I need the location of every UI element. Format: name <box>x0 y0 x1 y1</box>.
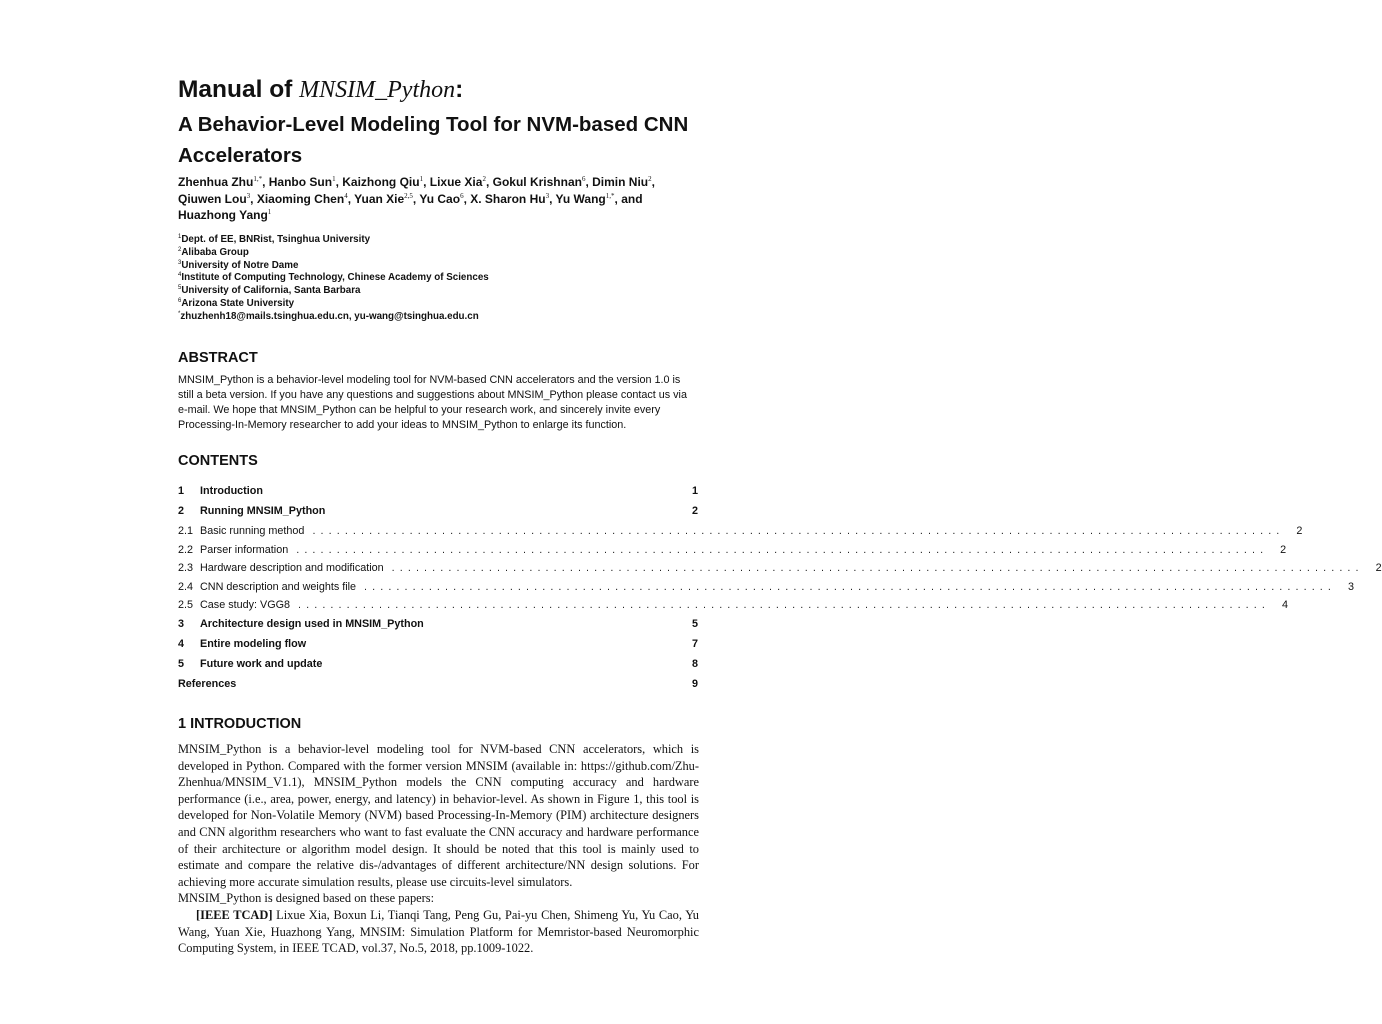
toc-entry-title: Future work and update <box>200 657 323 670</box>
author-name: Kaizhong Qiu <box>342 175 420 189</box>
toc-entry-number: 5 <box>178 657 185 670</box>
toc-entry-number: 2.5 <box>178 599 194 611</box>
toc-entry[interactable] <box>178 618 698 638</box>
author-list: Zhenhua Zhu$^{1,*}$, Hanbo Sun$^1$, Kaizhong Qiu$^1$, Lixue Xia$^2$, Gokul Krishnan$^6$, Dimin Niu$^2$, Qiuwen Lou$^3$, Xiaoming Chen$^4$, Yuan Xie$^{2,5}$, Yu Cao$^6$, X. Sharon Hu$^3$, Yu Wang$^{1,*}$, and Huazhong Yang$^1$ <box>178 175 655 222</box>
toc-entry[interactable] <box>178 543 1287 563</box>
toc-entry[interactable] <box>178 525 1303 544</box>
toc-entry-page: 7 <box>691 637 698 650</box>
affiliation-mark: 4 <box>178 272 182 279</box>
toc-entry-page: 2 <box>691 505 698 517</box>
toc-entry-page: 2 <box>1375 562 1382 574</box>
toc-entry-title: CNN description and weights file <box>200 580 357 593</box>
toc-entry-title: References <box>178 677 237 690</box>
toc-entry[interactable] <box>178 580 1354 600</box>
title-italic: MNSIM_Python <box>299 77 456 103</box>
title-subtitle: A Behavior-Level Modeling Tool for NVM-based CNN Accelerators <box>178 113 689 167</box>
author-affiliation-mark: 6 <box>460 191 464 200</box>
toc-entry-number: 2.1 <box>178 525 194 537</box>
introduction-body <box>178 741 699 957</box>
author-affiliation-mark: 1,* <box>253 175 263 183</box>
author-name: Hanbo Sun <box>268 175 333 189</box>
toc-leader-dots: ........................................................................................................................ <box>312 525 1285 537</box>
toc-entry[interactable] <box>178 562 1382 581</box>
author-name: Yu Cao <box>419 191 461 206</box>
toc-entry-title: Hardware description and modification <box>200 562 384 574</box>
toc-entry[interactable] <box>178 599 1288 618</box>
affiliation-mark: 2 <box>178 246 182 253</box>
author-affiliation-mark: 2 <box>648 175 652 183</box>
affiliation-text: Dept. of EE, BNRist, Tsinghua University <box>181 234 371 245</box>
toc-entry-title: Entire modeling flow <box>200 637 307 650</box>
intro-paragraph-2: MNSIM_Python is designed based on these papers: <box>178 891 435 906</box>
toc-entry-title: Case study: VGG8 <box>200 599 291 611</box>
affiliation-item <box>178 247 698 260</box>
affiliation-item <box>178 311 698 324</box>
affiliation-item <box>178 260 698 273</box>
author-name: Huazhong Yang <box>178 208 268 222</box>
toc-entry[interactable] <box>178 485 698 505</box>
toc-entry[interactable] <box>178 658 698 678</box>
author-name: X. Sharon Hu <box>470 191 546 206</box>
affiliation-item <box>178 234 698 247</box>
toc-leader-dots: ........................................................................................................................ <box>298 599 1270 611</box>
title-suffix: : <box>455 76 464 103</box>
toc-entry-page: 5 <box>691 617 698 630</box>
author-name: Gokul Krishnan <box>492 175 582 189</box>
toc-entry-page: 2 <box>1296 525 1303 537</box>
toc-entry-number: 3 <box>178 617 185 630</box>
contents-heading: CONTENTS <box>178 453 258 469</box>
author-name: Qiuwen Lou <box>178 191 247 206</box>
affiliation-list <box>178 234 698 324</box>
author-affiliation-mark: 3 <box>545 191 550 200</box>
author-name: Zhenhua Zhu <box>178 175 254 189</box>
toc-entry-title: Basic running method <box>200 525 305 537</box>
author-name: Dimin Niu <box>592 175 649 189</box>
affiliation-item <box>178 298 698 311</box>
author-affiliation-mark: 2,5 <box>404 191 413 200</box>
title-prefix: Manual of <box>178 76 300 103</box>
affiliation-text: University of Notre Dame <box>181 259 299 271</box>
reference-text: Lixue Xia, Boxun Li, Tianqi Tang, Peng Gu, Pai-yu Chen, Shimeng Yu, Yu Cao, Yu Wang, Yuan Xie, Huazhong Yang, MNSIM: Simulation Platform for Memristor-based Neuromorphic Computing System, in IEEE TCAD, vol.37, No.5, 2018, pp.1009-1022. <box>178 907 699 956</box>
author-name: Yuan Xie <box>354 191 405 206</box>
intro-paragraph-1: MNSIM_Python is a behavior-level modeling tool for NVM-based CNN accelerators, which is developed in Python. Compared with the former version MNSIM (available in: https://github.com/Zhu-Zhenhua/MNSIM_V1.1), MNSIM_Python models the CNN computing accuracy and hardware performance (i.e., area, power, energy, and latency) in behavior-level. As shown in Figure 1, this tool is developed for Non-Volatile Memory (NVM) based Processing-In-Memory (PIM) architecture designers and CNN algorithm researchers who want to fast evaluate the CNN accuracy and hardware performance of their architecture or algorithm model design. It should be noted that this tool is mainly used to estimate and compare the relative dis-/advantages of different architecture/NN design solutions. For achieving more accurate simulation results, please use circuits-level simulators. <box>178 742 699 889</box>
author-affiliation-mark: 1 <box>419 175 424 183</box>
toc-entry-title: Running MNSIM_Python <box>200 505 326 517</box>
affiliation-text: University of California, Santa Barbara <box>181 285 361 297</box>
toc-entry-title: Parser information <box>200 543 289 556</box>
affiliation-text: Institute of Computing Technology, Chinese Academy of Sciences <box>181 272 489 284</box>
toc-entry-title: Introduction <box>200 485 263 497</box>
affiliation-text: Alibaba Group <box>181 246 249 258</box>
toc-entry-page: 4 <box>1281 599 1288 611</box>
affiliation-mark: 1 <box>178 234 182 240</box>
author-affiliation-mark: 1 <box>332 175 336 183</box>
author-conjunction: and <box>621 191 643 206</box>
toc-entry-page: 8 <box>691 657 698 670</box>
toc-entry-page: 3 <box>1347 580 1354 593</box>
author-affiliation-mark: 1,* <box>605 191 615 200</box>
author-name: Lixue Xia <box>429 175 483 189</box>
author-affiliation-mark: 3 <box>246 191 251 200</box>
affiliation-item <box>178 285 698 298</box>
abstract-heading: ABSTRACT <box>178 350 258 366</box>
author-affiliation-mark: 4 <box>344 191 348 200</box>
toc-entry-number: 2.4 <box>178 580 194 593</box>
toc-leader-dots: ........................................................................................................................ <box>296 543 1269 556</box>
toc-entry-number: 2.3 <box>178 562 194 574</box>
toc-leader-dots: ........................................................................................................................ <box>391 562 1364 574</box>
toc-leader-dots: ........................................................................................................................ <box>364 580 1336 593</box>
toc-entry[interactable] <box>178 678 698 698</box>
toc-entry[interactable] <box>178 638 698 658</box>
affiliation-item <box>178 272 698 285</box>
toc-entry-page: 9 <box>691 677 698 690</box>
affiliation-mark: 3 <box>178 259 182 266</box>
toc-entry-number: 2 <box>178 505 185 517</box>
toc-entry-number: 2.2 <box>178 543 194 556</box>
introduction-heading: 1 INTRODUCTION <box>178 716 302 732</box>
author-affiliation-mark: 6 <box>581 175 586 183</box>
affiliation-text: zhuzhenh18@mails.tsinghua.edu.cn, yu-wang@tsinghua.edu.cn <box>180 310 479 322</box>
affiliation-text: Arizona State University <box>181 297 295 309</box>
author-affiliation-mark: 1 <box>267 208 272 216</box>
toc-entry-page: 2 <box>1280 543 1287 556</box>
author-name: Xiaoming Chen <box>256 191 345 206</box>
affiliation-mark: 6 <box>178 297 182 304</box>
author-affiliation-mark: 2 <box>482 175 486 183</box>
reference-tag: [IEEE TCAD] <box>196 907 273 922</box>
toc-entry[interactable] <box>178 505 698 525</box>
toc-entry-page: 1 <box>691 485 698 497</box>
author-name: Yu Wang <box>555 191 606 206</box>
toc-entry-title: Architecture design used in MNSIM_Python <box>200 617 424 630</box>
affiliation-mark: 5 <box>178 285 182 292</box>
abstract-text: MNSIM_Python is a behavior-level modeling tool for NVM-based CNN accelerators and the version 1.0 is still a beta version. If you have any questions and suggestions about MNSIM_Python please contact us via e-mail. We hope that MNSIM_Python can be helpful to your research work, and sincerely invite every Processing-In-Memory researcher to add your ideas to MNSIM_Python to enlarge its function. <box>178 374 687 431</box>
title-main <box>178 76 463 104</box>
intro-reference <box>178 907 699 957</box>
toc-entry-number: 4 <box>178 637 185 650</box>
affiliation-mark: * <box>178 310 181 317</box>
table-of-contents <box>178 485 1382 698</box>
toc-entry-number: 1 <box>178 485 185 497</box>
